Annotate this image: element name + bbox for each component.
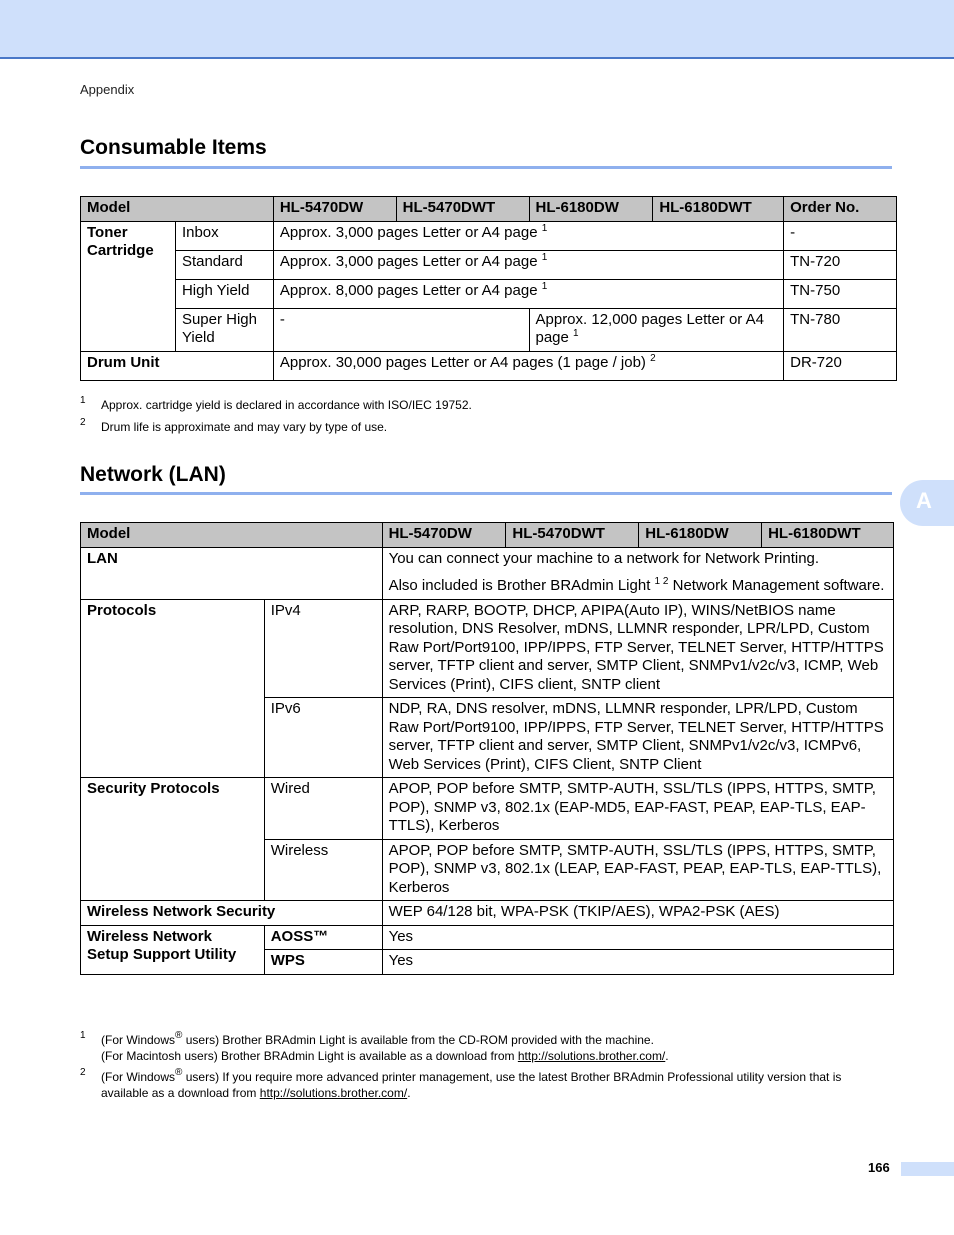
consumables-table xyxy=(80,196,897,381)
table-row xyxy=(81,925,894,950)
row-label: Inbox xyxy=(175,221,273,250)
table-header-row xyxy=(81,197,897,222)
sub-label: IPv6 xyxy=(264,698,382,778)
value-cell: Yes xyxy=(382,925,893,950)
table-row xyxy=(81,221,897,250)
section-rule xyxy=(80,166,892,169)
header-cell: Model xyxy=(81,197,274,222)
value-cell: Yes xyxy=(382,950,893,975)
footnote: 1 Approx. cartridge yield is declared in accordance with ISO/IEC 19752. xyxy=(80,395,472,412)
header-cell: Order No. xyxy=(784,197,897,222)
row-label: Wireless Network Setup Support Utility xyxy=(81,925,265,974)
section-rule xyxy=(80,492,892,495)
order-cell: TN-750 xyxy=(784,279,897,308)
order-cell: TN-780 xyxy=(784,308,897,351)
header-cell: HL-5470DW xyxy=(273,197,396,222)
toner-label: Toner Cartridge xyxy=(81,221,176,351)
row-label: High Yield xyxy=(175,279,273,308)
row-label: Super High Yield xyxy=(175,308,273,351)
yield-cell: Approx. 12,000 pages Letter or A4 page $^1$ xyxy=(529,308,784,351)
page-number: 166 xyxy=(868,1160,890,1175)
header-cell: Model xyxy=(81,523,383,548)
header-cell: HL-5470DWT xyxy=(396,197,529,222)
row-label: Standard xyxy=(175,250,273,279)
header-cell: HL-5470DWT xyxy=(506,523,639,548)
appendix-tab: A xyxy=(900,480,954,526)
order-cell: TN-720 xyxy=(784,250,897,279)
table-row xyxy=(81,599,894,698)
solutions-link[interactable]: http://solutions.brother.com/ xyxy=(259,1086,408,1100)
yield-cell: Approx. 8,000 pages Letter or A4 page $^1$ xyxy=(273,279,783,308)
table-row xyxy=(81,778,894,840)
yield-cell: Approx. 30,000 pages Letter or A4 pages (1 page / job) $^2$ xyxy=(273,351,783,380)
header-cell: HL-5470DW xyxy=(382,523,506,548)
row-label: Drum Unit xyxy=(81,351,274,380)
value-cell: You can connect your machine to a network for Network Printing. Also included is Brother BRAdmin Light $^{1 2}$ Network Management software. xyxy=(382,547,893,599)
table-row xyxy=(81,901,894,926)
value-cell: ARP, RARP, BOOTP, DHCP, APIPA(Auto IP), WINS/NetBIOS name resolution, DNS Resolver, mDNS, LLMNR responder, LPR/LPD, Custom Raw Port/Port9100, IPP/IPPS, FTP Server, TELNET Server, HTTP/HTTPS server, TFTP client and server, SMTP Client, SNMPv1/v2c/v3, ICMP, Web Services (Print), CIFS client, SNTP client xyxy=(382,599,893,698)
row-label: Security Protocols xyxy=(81,778,265,901)
row-label: Wireless Network Security xyxy=(81,901,383,926)
table-row xyxy=(81,308,897,351)
order-cell: - xyxy=(784,221,897,250)
sub-label: Wireless xyxy=(264,839,382,901)
table-row xyxy=(81,547,894,599)
row-label: Protocols xyxy=(81,599,265,778)
section-title-consumables: Consumable Items xyxy=(80,136,267,159)
yield-cell: - xyxy=(273,308,529,351)
value-cell: APOP, POP before SMTP, SMTP-AUTH, SSL/TLS (IPPS, HTTPS, SMTP, POP), SNMP v3, 802.1x (LEAP, EAP-FAST, PEAP, EAP-TLS, EAP-TTLS), Kerberos xyxy=(382,839,893,901)
header-cell: HL-6180DW xyxy=(529,197,653,222)
row-label: LAN xyxy=(81,547,383,599)
table-row xyxy=(81,351,897,380)
header-band xyxy=(0,0,954,59)
solutions-link[interactable]: http://solutions.brother.com/ xyxy=(517,1049,666,1063)
value-cell: APOP, POP before SMTP, SMTP-AUTH, SSL/TLS (IPPS, HTTPS, SMTP, POP), SNMP v3, 802.1x (EAP-MD5, EAP-FAST, PEAP, EAP-TLS, EAP-TTLS), Kerberos xyxy=(382,778,893,840)
footnote: 2 Drum life is approximate and may vary by type of use. xyxy=(80,417,388,434)
footnote: 1 (For Windows® users) Brother BRAdmin Light is available from the CD-ROM provided with the machine. (For Macintosh users) Brother BRAdmin Light is available as a download from http://solutions.brother.com/. xyxy=(80,1030,669,1063)
sub-label: Wired xyxy=(264,778,382,840)
value-cell: NDP, RA, DNS resolver, mDNS, LLMNR responder, LPR/LPD, Custom Raw Port/Port9100, IPP/IPPS, FTP Server, TELNET Server, HTTP/HTTPS server, TFTP client and server, SMTP Client, SNMPv1/v2c/v3, ICMPv6, Web Services (Print), CIFS Client, SNTP Client xyxy=(382,698,893,778)
yield-cell: Approx. 3,000 pages Letter or A4 page $^1$ xyxy=(273,221,783,250)
section-title-network: Network (LAN) xyxy=(80,463,226,486)
network-table xyxy=(80,522,894,975)
header-cell: HL-6180DWT xyxy=(762,523,894,548)
footnote: 2 (For Windows® users) If you require more advanced printer management, use the latest Brother BRAdmin Professional utility version that is available as a download from http://solutions.brother.com/. xyxy=(80,1067,842,1100)
header-cell: HL-6180DW xyxy=(639,523,762,548)
order-cell: DR-720 xyxy=(784,351,897,380)
sub-label: IPv4 xyxy=(264,599,382,698)
page-bar xyxy=(901,1162,954,1176)
table-row xyxy=(81,250,897,279)
value-cell: WEP 64/128 bit, WPA-PSK (TKIP/AES), WPA2-PSK (AES) xyxy=(382,901,893,926)
table-header-row xyxy=(81,523,894,548)
table-row xyxy=(81,279,897,308)
sub-label: WPS xyxy=(264,950,382,975)
running-head: Appendix xyxy=(80,82,135,97)
sub-label: AOSS™ xyxy=(264,925,382,950)
header-cell: HL-6180DWT xyxy=(653,197,784,222)
yield-cell: Approx. 3,000 pages Letter or A4 page $^1$ xyxy=(273,250,783,279)
